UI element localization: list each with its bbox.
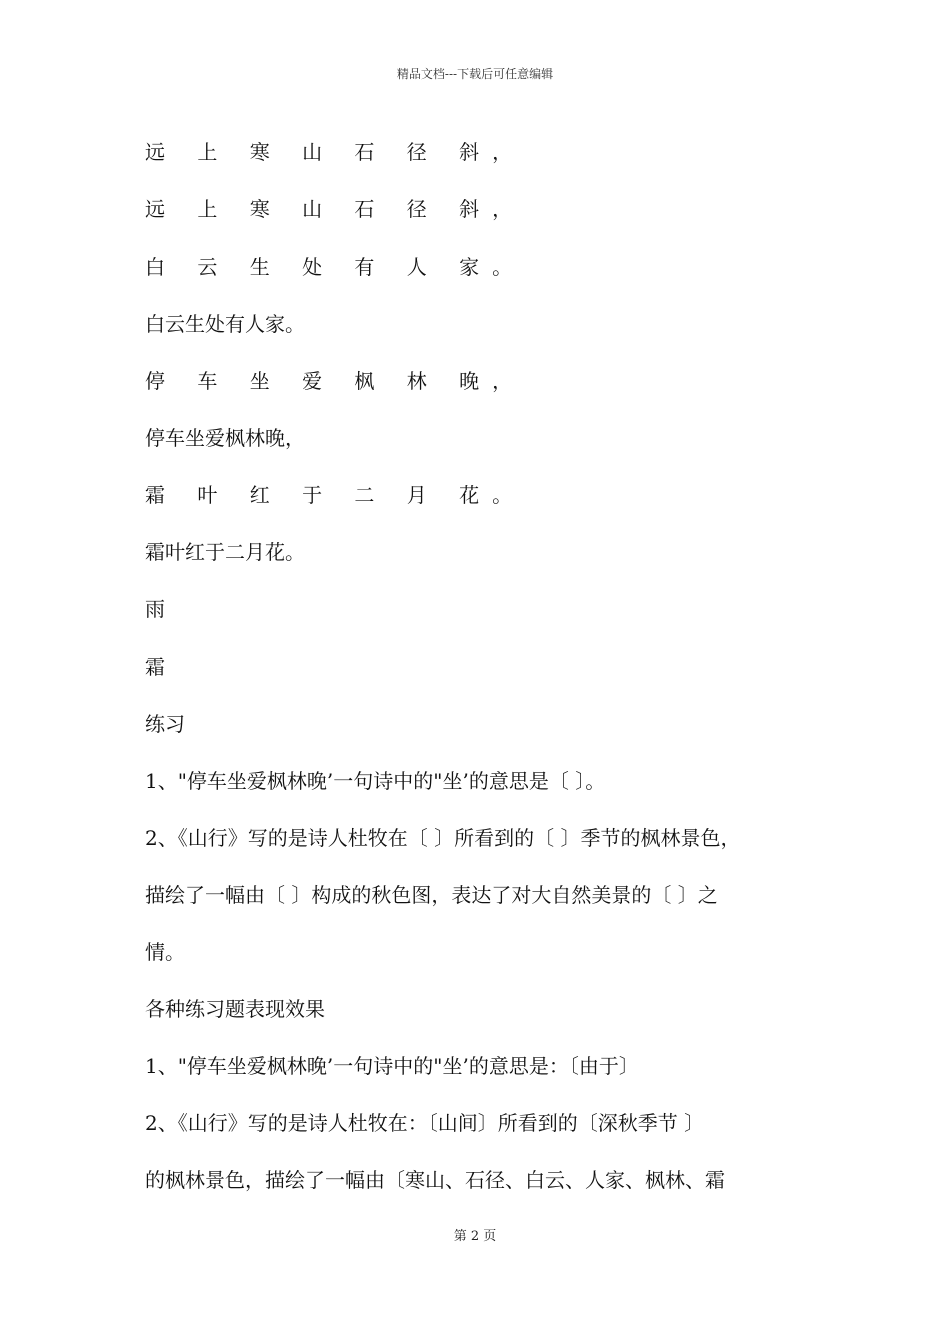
answer-item: 1、"停车坐爱枫林晚’一句诗中的"坐’的意思是：〔由于〕: [145, 1054, 639, 1078]
exercise-question: 1、"停车坐爱枫林晚’一句诗中的"坐’的意思是〔 〕。: [145, 769, 606, 793]
poem-line: 白云生处有人家。: [145, 312, 305, 336]
exercise-question-continued: 描绘了一幅由〔 〕构成的秋色图，表达了对大自然美景的〔 〕之: [145, 883, 718, 907]
section-heading-exercise: 练习: [145, 712, 185, 736]
poem-line-spaced: 霜 叶 红 于 二 月 花。: [145, 483, 526, 507]
vocab-word: 霜: [145, 655, 165, 679]
poem-line: 霜叶红于二月花。: [145, 540, 305, 564]
poem-line: 停车坐爱枫林晚，: [145, 426, 305, 450]
page-number: 第 2 页: [453, 1229, 497, 1244]
answer-item: 2、《山行》写的是诗人杜牧在：〔山间〕所看到的〔深秋季节 〕: [145, 1111, 705, 1135]
poem-line-spaced: 停 车 坐 爱 枫 林 晚，: [145, 369, 526, 393]
poem-line-spaced: 远 上 寒 山 石 径 斜，: [145, 197, 526, 221]
exercise-question-continued: 情。: [145, 940, 185, 964]
poem-line-spaced: 远 上 寒 山 石 径 斜，: [145, 140, 526, 164]
section-heading-answers: 各种练习题表现效果: [145, 997, 325, 1021]
page-header: 精品文档---下载后可任意编辑: [396, 67, 554, 81]
vocab-word: 雨: [145, 597, 165, 621]
exercise-question: 2、《山行》写的是诗人杜牧在〔 〕所看到的〔 〕季节的枫林景色，: [145, 826, 741, 850]
poem-line-spaced: 白 云 生 处 有 人 家。: [145, 255, 526, 279]
answer-item-continued: 的枫林景色，描绘了一幅由〔寒山、石径、白云、人家、枫林、霜: [145, 1168, 725, 1192]
